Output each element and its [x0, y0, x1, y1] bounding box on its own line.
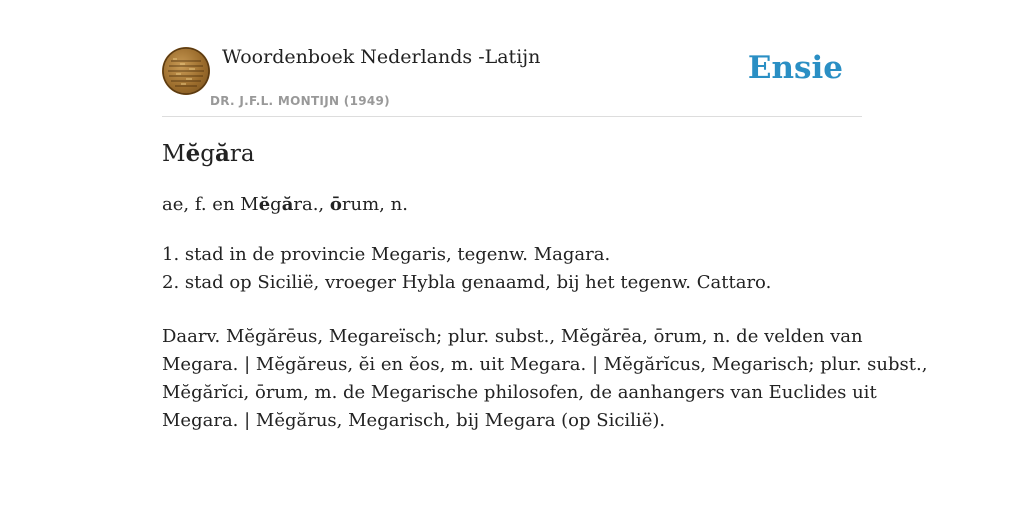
derived-line: Megara. | Mĕgărus, Megarisch, bij Megara (op Sicilië). [162, 410, 666, 431]
coin-logo-icon[interactable] [162, 47, 210, 95]
derived-line: Daarv. Mĕgărēus, Megareïsch; plur. subst., Mĕgărēa, ōrum, n. de velden van [162, 326, 863, 347]
sense-list [162, 241, 771, 297]
derived-forms [162, 323, 928, 435]
derived-line: Megara. | Mĕgăreus, ĕi en ĕos, m. uit Megara. | Mĕgărĭcus, Megarisch; plur. subst., [162, 354, 928, 375]
book-author: DR. J.F.L. MONTIJN (1949) [210, 94, 390, 108]
header [162, 0, 862, 117]
book-title[interactable]: Woordenboek Nederlands -Latijn [222, 46, 541, 68]
derived-line: Mĕgărĭci, ōrum, m. de Megarische philosofen, de aanhangers van Euclides uit [162, 382, 877, 403]
brand-logo[interactable]: Ensie [747, 50, 843, 86]
sense-item: 1. stad in de provincie Megaris, tegenw. Magara. [162, 244, 611, 265]
page [162, 0, 928, 431]
entry-headword: Mĕgăra [162, 140, 255, 167]
sense-item: 2. stad op Sicilië, vroeger Hybla genaamd, bij het tegenw. Cattaro. [162, 272, 772, 293]
entry-grammar: ae, f. en Mĕgăra., ōrum, n. [162, 194, 408, 215]
